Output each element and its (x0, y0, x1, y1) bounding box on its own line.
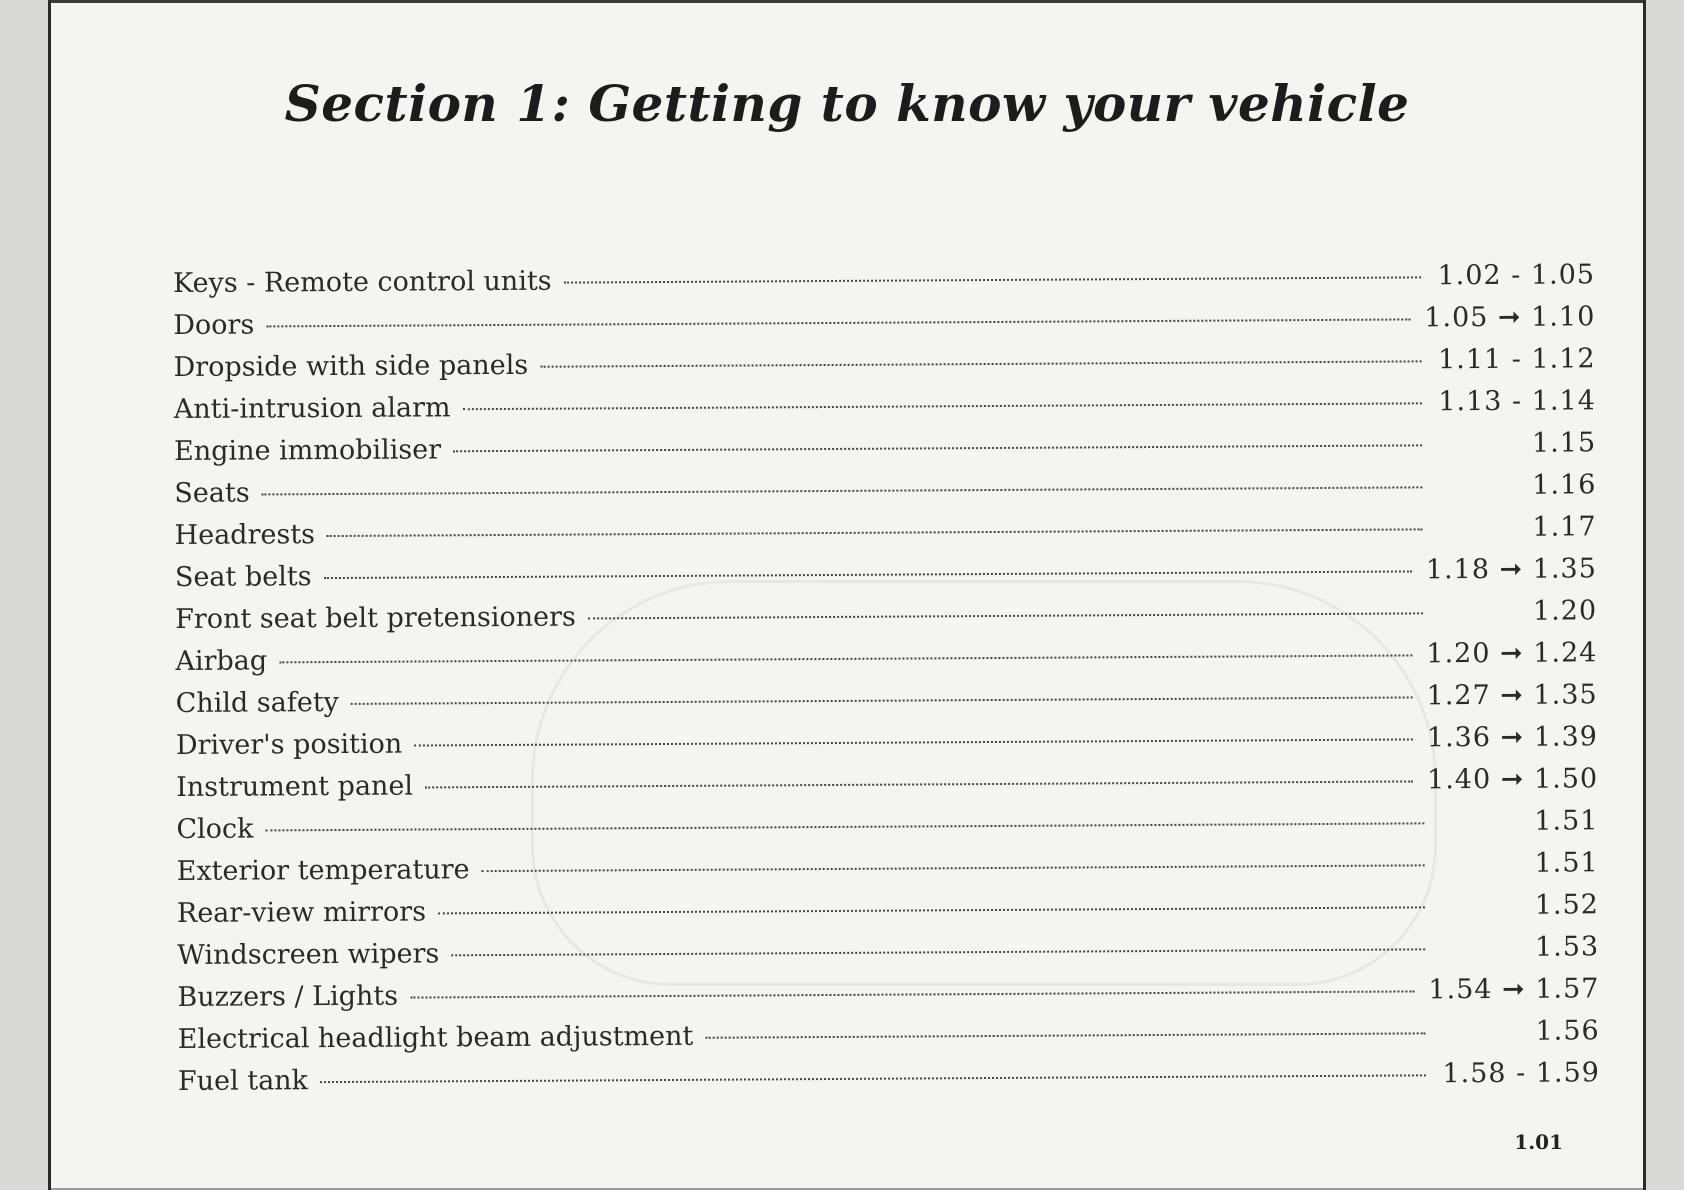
dot-leader (438, 906, 1425, 914)
dot-leader (351, 696, 1413, 704)
toc-entry-pages: 1.36 ➞ 1.39 (1426, 721, 1598, 754)
toc-entry-label: Driver's position (175, 728, 403, 761)
toc-entry-pages: 1.54 ➞ 1.57 (1428, 973, 1600, 1006)
toc-entry-label: Child safety (175, 686, 339, 719)
toc-entry-pages: 1.51 (1534, 847, 1599, 879)
dot-leader (279, 654, 1412, 663)
dot-leader (482, 864, 1425, 872)
toc-entry-pages: 1.17 (1532, 511, 1597, 543)
toc-entry-pages: 1.16 (1532, 469, 1597, 501)
page-number: 1.01 (1514, 1130, 1563, 1154)
toc-entry-pages: 1.18 ➞ 1.35 (1425, 553, 1597, 586)
toc-entry-pages: 1.15 (1531, 427, 1597, 459)
toc-entry-pages: 1.05 ➞ 1.10 (1424, 301, 1596, 334)
toc-entry-label: Windscreen wipers (177, 938, 440, 971)
toc-entry-pages: 1.40 ➞ 1.50 (1427, 763, 1599, 796)
toc-entry-pages: 1.53 (1534, 931, 1600, 963)
toc-entry-label: Electrical headlight beam adjustment (177, 1020, 694, 1055)
toc-entry-label: Front seat belt pretensioners (175, 601, 576, 635)
dot-leader (540, 360, 1421, 367)
toc-entry-label: Buzzers / Lights (177, 980, 399, 1013)
dot-leader (320, 1074, 1426, 1083)
toc-entry-pages: 1.51 (1534, 805, 1599, 837)
toc-entry-pages: 1.52 (1534, 889, 1600, 921)
dot-leader (564, 276, 1421, 283)
toc-entry-pages: 1.58 - 1.59 (1442, 1057, 1601, 1090)
dot-leader (705, 1032, 1425, 1038)
toc-entry-label: Seats (174, 477, 250, 509)
toc-entry-label: Seat belts (174, 561, 312, 593)
toc-entry-label: Clock (176, 813, 254, 845)
toc-entry-label: Exterior temperature (176, 854, 470, 887)
dot-leader (266, 318, 1410, 327)
toc-entry-pages: 1.20 (1532, 595, 1598, 627)
dot-leader (453, 444, 1422, 452)
document-page (48, 0, 1646, 1190)
toc-entry-pages: 1.20 ➞ 1.24 (1426, 637, 1598, 670)
toc-entry-pages: 1.13 - 1.14 (1438, 385, 1596, 418)
toc-entry-label: Fuel tank (177, 1065, 309, 1097)
section-title: Section 1: Getting to know your vehicle (284, 73, 1410, 133)
toc-entry-label: Engine immobiliser (174, 434, 442, 467)
dot-leader (414, 738, 1413, 746)
toc-entry-label: Dropside with side panels (173, 349, 529, 383)
dot-leader (262, 486, 1423, 495)
dot-leader (327, 528, 1423, 537)
dot-leader (425, 780, 1413, 788)
toc-entry-label: Doors (173, 309, 255, 341)
toc-entry (178, 1057, 1600, 1108)
toc-entry-label: Rear-view mirrors (176, 896, 427, 929)
toc-entry-pages: 1.27 ➞ 1.35 (1426, 679, 1598, 712)
toc-entry-label: Airbag (175, 645, 268, 677)
toc-entry-label: Instrument panel (176, 770, 414, 803)
toc-entry-pages: 1.11 - 1.12 (1437, 343, 1596, 376)
table-of-contents (173, 259, 1600, 1108)
dot-leader (265, 822, 1424, 831)
dot-leader (410, 990, 1414, 998)
toc-entry-label: Keys - Remote control units (173, 265, 552, 299)
dot-leader (463, 402, 1422, 410)
toc-entry-pages: 1.02 - 1.05 (1437, 259, 1596, 292)
dot-leader (324, 570, 1412, 579)
toc-entry-label: Headrests (174, 519, 316, 551)
toc-entry-pages: 1.56 (1535, 1015, 1600, 1047)
toc-entry-label: Anti-intrusion alarm (173, 392, 451, 425)
dot-leader (451, 948, 1425, 956)
dot-leader (588, 612, 1423, 619)
